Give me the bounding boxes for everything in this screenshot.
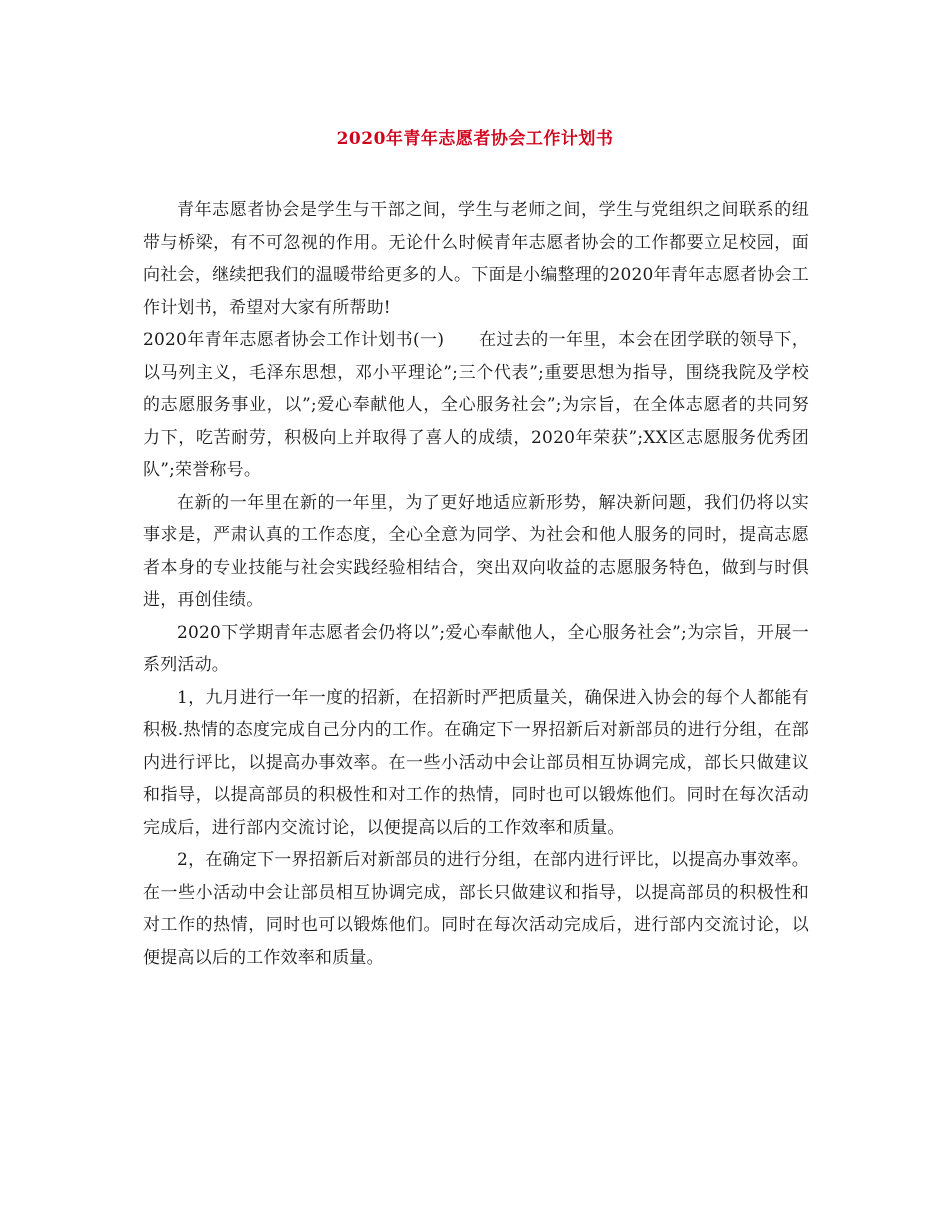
document-title: 2020年青年志愿者协会工作计划书	[336, 129, 614, 149]
paragraph-item-2: 2，在确定下一界招新后对新部员的进行分组，在部内进行评比，以提高办事效率。在一些小活动中会让部员相互协调完成，部长只做建议和指导，以提高部员的积极性和对工作的热情，同时也可以锻炼他们。同时在每次活动完成后，进行部内交流讨论，以便提高以后的工作效率和质量。	[143, 850, 809, 968]
paragraph-plan-one: 2020年青年志愿者协会工作计划书(一) 在过去的一年里，本会在团学联的领导下，以马列主义，毛泽东思想，邓小平理论”;三个代表”;重要思想为指导，围绕我院及学校的志愿服务事业，以”;爱心奉献他人，全心服务社会”;为宗旨，在全体志愿者的共同努力下，吃苦耐劳，积极向上并取得了喜人的成绩，2020年荣获”;XX区志愿服务优秀团队”;荣誉称号。	[143, 330, 809, 480]
paragraph-item-1: 1，九月进行一年一度的招新，在招新时严把质量关，确保进入协会的每个人都能有积极.热情的态度完成自己分内的工作。在确定下一界招新后对新部员的进行分组，在部内进行评比，以提高办事效率。在一些小活动中会让部员相互协调完成，部长只做建议和指导，以提高部员的积极性和对工作的热情，同时也可以锻炼他们。同时在每次活动完成后，进行部内交流讨论，以便提高以后的工作效率和质量。	[143, 687, 809, 838]
paragraph-semester: 2020下学期青年志愿者会仍将以”;爱心奉献他人，全心服务社会”;为宗旨，开展一系列活动。	[143, 622, 809, 675]
paragraph-new-year: 在新的一年里在新的一年里，为了更好地适应新形势，解决新问题，我们仍将以实事求是，严肃认真的工作态度，全心全意为同学、为社会和他人服务的同时，提高志愿者本身的专业技能与社会实践经验相结合，突出双向收益的志愿服务特色，做到与时俱进，再创佳绩。	[143, 492, 809, 610]
paragraph-intro: 青年志愿者协会是学生与干部之间，学生与老师之间，学生与党组织之间联系的纽带与桥梁，有不可忽视的作用。无论什么时候青年志愿者协会的工作都要立足校园，面向社会，继续把我们的温暖带给更多的人。下面是小编整理的2020年青年志愿者协会工作计划书，希望对大家有所帮助!	[143, 200, 809, 318]
document-body	[143, 194, 809, 974]
